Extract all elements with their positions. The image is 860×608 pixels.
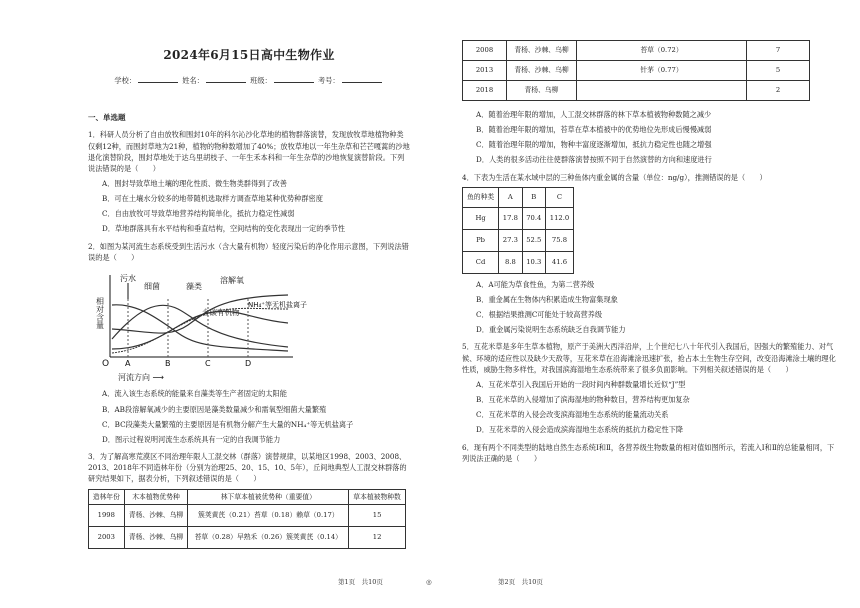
table-row	[89, 527, 406, 549]
table-cell: Hg	[463, 207, 499, 229]
school-label: 学校：	[114, 75, 136, 85]
table-cell: 41.6	[545, 251, 573, 273]
table-cell: 2008	[463, 41, 507, 61]
table-cell: 112.0	[545, 207, 573, 229]
option-c: C．互花米草的入侵会改变滨海湿地生态系统的能量流动关系	[476, 410, 669, 420]
table-cell: 5	[747, 61, 810, 81]
table-cell: 52.5	[522, 229, 545, 251]
option-b: B．可在土壤水分较多的地带随机选取样方调查草地某种优势种群密度	[102, 194, 323, 204]
table-row	[463, 61, 810, 81]
point-d-label: D	[245, 358, 252, 368]
question-stem: 5．互花米草是多年生草本植物，原产于美洲大西洋沿岸，上个世纪七八十年代引入我国后，因强大的繁殖能力、对气候、环境的适应性以及缺少天敌等，互花米草在沿海滩涂迅速扩张，抢占本土生物生存空间，改变沿海滩涂土壤的理化性质，威胁生物多样性，对我国滨海湿地生态系统带来了很多负面影响。下列相关叙述错误的是（ ）	[462, 342, 836, 374]
question-5	[462, 341, 840, 435]
option-d: D．图示过程说明河流生态系统具有一定的自我调节能力	[102, 434, 281, 444]
option-b: B．AB段溶解氧减少的主要原因是藻类数量减少和需氧型细菌大量繁殖	[102, 404, 327, 414]
school-blank[interactable]	[138, 76, 178, 83]
student-info	[88, 75, 410, 86]
table-cell: 7	[747, 41, 810, 61]
nh4-label: NH₄⁺等无机盐离子	[248, 300, 308, 309]
option-b: B．重金属在生物体内积累造成生物富集现象	[476, 294, 618, 304]
question-stem: 2．如图为某河流生态系统受到生活污水（含大量有机物）轻度污染后的净化作用示意图，下列说法错误的是（ ）	[88, 241, 409, 262]
river-purification-diagram	[95, 269, 308, 369]
table-row	[89, 505, 406, 527]
question-2	[88, 241, 410, 445]
table-header: A	[499, 187, 522, 207]
point-a-label: A	[125, 358, 131, 368]
table-cell: 青杨、沙棘、乌柳	[507, 61, 577, 81]
table-cell: 簇荚黄芪（0.21）苔草（0.18）赖草（0.17）	[188, 505, 349, 527]
option-c: C．自由放牧可导致草地营养结构简单化，抵抗力稳定性减弱	[102, 209, 295, 219]
table-cell: 10.3	[522, 251, 545, 273]
bacteria-label: 细菌	[144, 281, 160, 291]
point-c-label: C	[205, 358, 211, 368]
afforestation-table-part1	[88, 489, 406, 550]
river-direction	[118, 372, 410, 384]
table-cell: 75.8	[545, 229, 573, 251]
river-direction-label: 河流方向	[118, 373, 150, 383]
table-cell: 2003	[89, 527, 125, 549]
table-cell: 17.8	[499, 207, 522, 229]
table-cell: 针茅（0.77）	[577, 61, 747, 81]
table-cell	[577, 81, 747, 101]
question-stem: 6．现有两个不同类型的陆地自然生态系统Ⅰ和Ⅱ，各营养级生物数量的相对值如图所示，若流入Ⅰ和Ⅱ的总能量相同，下列说法正确的是（ ）	[462, 442, 835, 463]
table-cell: 青杨、沙棘、乌柳	[124, 505, 188, 527]
page-number-right: 第2页 共10页	[498, 578, 543, 586]
option-a: A．A可能为草食性鱼，为第二营养级	[476, 279, 595, 289]
class-label: 班级：	[250, 75, 272, 85]
origin-label: O	[102, 358, 110, 369]
table-row	[463, 229, 574, 251]
exam-no-label: 考号：	[318, 75, 340, 85]
option-d: D．人类的很多活动往往使群落演替按照不同于自然演替的方向和速度进行	[476, 155, 712, 165]
question-4	[462, 172, 840, 336]
option-a: A．流入该生态系统的能量来自藻类等生产者固定的太阳能	[102, 389, 287, 399]
table-cell: 12	[349, 527, 406, 549]
table-cell: 青杨、沙棘、乌柳	[124, 527, 188, 549]
question-1	[88, 129, 410, 234]
table-header: 木本植物优势种	[124, 489, 188, 505]
afforestation-table-part2	[462, 40, 810, 101]
option-d: D．互花米草的入侵会造成滨海湿地生态系统的抵抗力稳定性下降	[476, 425, 684, 435]
algae-label: 藻类	[186, 281, 202, 291]
table-cell: 苔草（0.28）早熟禾（0.26）簇荚黄芪（0.14）	[188, 527, 349, 549]
sewage-label: 污水	[120, 273, 136, 283]
table-cell: 15	[349, 505, 406, 527]
table-cell: 1998	[89, 505, 125, 527]
table-cell: 2013	[463, 61, 507, 81]
option-a: A．围封导致草地土壤的理化性质、微生物类群得到了改善	[102, 179, 287, 188]
table-cell: 青杨、沙棘、乌柳	[507, 41, 577, 61]
table-header: B	[522, 187, 545, 207]
bacteria-curve	[112, 305, 288, 347]
option-a: A．随着治理年限的增加，人工混交林群落的林下草本植被物种数随之减少	[476, 110, 712, 119]
table-header: 林下草本植被优势种（重要值）	[188, 489, 349, 505]
right-page	[430, 0, 860, 608]
table-cell: 2	[747, 81, 810, 101]
option-b: B．随着治理年限的增加，苔草在草本植被中的优势地位先形成后慢慢减弱	[476, 125, 712, 135]
arrow-right-icon: ⟶	[152, 373, 165, 383]
table-row	[463, 41, 810, 61]
option-b: B．互花米草的入侵增加了滨海湿地的物种数目，营养结构更加复杂	[476, 395, 690, 405]
name-label: 姓名：	[182, 75, 204, 85]
y-axis-label: 相对含量	[95, 296, 105, 329]
table-row	[463, 81, 810, 101]
table-cell: 苔草（0.72）	[577, 41, 747, 61]
table-cell: Pb	[463, 229, 499, 251]
option-c: C．根据结果推测C可能处于较高营养级	[476, 310, 603, 320]
point-b-label: B	[165, 358, 171, 368]
table-cell: 青杨、乌柳	[507, 81, 577, 101]
table-header: C	[545, 187, 573, 207]
page-title: 2024年6月15日高中生物作业	[163, 48, 335, 62]
name-blank[interactable]	[206, 76, 246, 83]
table-cell: 2018	[463, 81, 507, 101]
class-blank[interactable]	[274, 76, 314, 83]
option-a: A．互花米草引入我国后开始的一段时间内种群数量增长近似“J”型	[476, 379, 686, 389]
question-stem: 3．为了解高寒荒漠区不同治理年限人工混交林（群落）演替规律，以某地区1998、2003、2008、2013、2018年不同造林年份（分别为治理25、20、15、10、5年），丘间地典型人工混交林群落的研究结果如下，据表分析，下列叙述错误的是（ ）	[88, 452, 407, 484]
question-stem: 1．科研人员分析了自由放牧和围封10年的科尔沁沙化草地的植物群落演替，发现放牧草地植物种类仅剩12种，而围封草地为21种，植物的物种数增加了40%；放牧草地以一年生杂草和芒芒嘎蒿的沙地退化演替阶段，围封草地处于达乌里胡枝子、一年生禾本科和一年生杂草的沙地恢复演替阶段。下列说法错误的是（ ）	[88, 130, 410, 173]
option-c: C．BC段藻类大量繁殖的主要原因是有机物分解产生大量的NH₄⁺等无机盐离子	[102, 419, 354, 429]
question-6	[462, 442, 840, 464]
table-header: 鱼的种类	[463, 187, 499, 207]
table-cell: Cd	[463, 251, 499, 273]
option-d: D．重金属污染说明生态系统缺乏自我调节能力	[476, 325, 626, 335]
table-row	[463, 207, 574, 229]
table-cell: 70.4	[522, 207, 545, 229]
table-header: 草本植被物种数	[349, 489, 406, 505]
option-c: C．随着治理年限的增加，物种丰富度逐渐增加，抵抗力稳定性也随之增强	[476, 140, 712, 150]
question-3	[88, 451, 410, 549]
table-header: 造林年份	[89, 489, 125, 505]
organic-label: 含碳有机物	[202, 307, 240, 317]
exam-no-blank[interactable]	[342, 76, 382, 83]
table-cell: 27.3	[499, 229, 522, 251]
oxygen-label: 溶解氧	[220, 275, 244, 285]
section-heading: 一、单选题	[88, 112, 126, 122]
question-stem: 4．下表为生活在某水域中层的三种鱼体内重金属的含量（单位：ng/g），推测错误的是（ ）	[462, 172, 767, 182]
center-mark: ◎	[426, 578, 432, 586]
option-d: D．草地群落具有水平结构和垂直结构，空间结构的变化表现出一定的季节性	[102, 224, 345, 234]
table-cell: 8.8	[499, 251, 522, 273]
page-number-left: 第1页 共10页	[338, 578, 383, 586]
heavy-metal-table	[462, 187, 574, 274]
table-row	[463, 251, 574, 273]
